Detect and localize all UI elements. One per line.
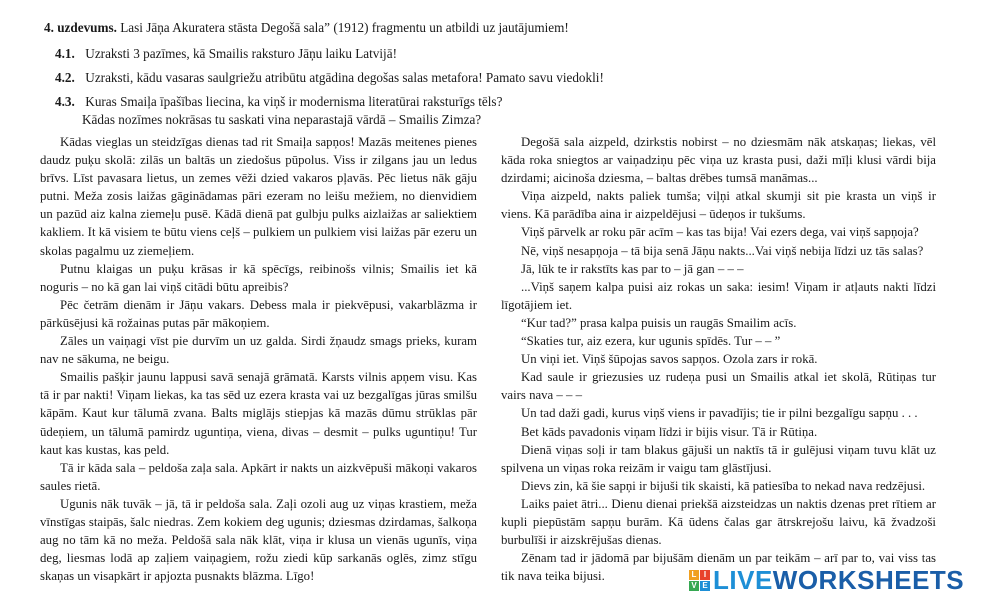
paragraph: Viņš pārvelk ar roku pār acīm – kas tas bija! Vai ezers dega, vai viņš sapņoja?: [521, 225, 919, 240]
question-text: Uzraksti, kādu vasaras saulgriežu atribūtu atgādina degošas salas metafora! Pamato savu viedokli!: [85, 70, 604, 85]
logo-icon-cell: E: [700, 581, 710, 591]
paragraph: Zēnam tad ir jādomā par bijušām dienām un par teikām – arī par to, vai viss tas tik nava teika bijusi.: [501, 551, 936, 584]
paragraph: “Kur tad?” prasa kalpa puisis un raugās Smailim acīs.: [521, 315, 797, 330]
question-text-cont: Kādas nozīmes nokrāsas tu saskati vina neparastajā vārdā – Smailis Zimza?: [82, 112, 482, 127]
paragraph: Un viņi iet. Viņš šūpojas savos sapņos. Ozola zars ir rokā.: [521, 352, 818, 367]
paragraph: Kad saule ir griezusies uz rudeņa pusi un Smailis atkal iet skolā, Rūtiņas tur vairs nava – – –: [501, 370, 936, 403]
paragraph: Zāles un vaiņagi vīst pie durvīm un uz galda. Sirdi žņaudz smags prieks, kuram nav ne sākuma, ne beigu.: [40, 334, 477, 367]
logo-icon-cell: I: [700, 570, 710, 580]
question-number: 4.3.: [55, 94, 75, 109]
paragraph: “Skaties tur, aiz ezera, kur ugunis spīdēs. Tur – – ”: [521, 334, 781, 349]
paragraph: Bet kāds pavadonis viņam līdzi ir bijis visur. Tā ir Rūtiņa.: [521, 424, 818, 439]
question-text: Kuras Smaiļa īpašības liecina, ka viņš ir modernisma literatūrai raksturīgs tēls?: [85, 94, 503, 109]
task-heading: [44, 18, 964, 37]
logo-text-worksheets: WORKSHEETS: [772, 564, 965, 595]
liveworksheets-icon: [689, 570, 710, 591]
paragraph: Dienā viņas soļi ir tam blakus gājuši un naktīs tā ir gulējusi viņam tuvu klāt uz spilvena un viņas roka reizām ir vaigu tam glāstījusi.: [501, 442, 936, 475]
paragraph: Dievs zin, kā šie sapņi ir bijuši tik skaisti, kā patiesība to nekad nava redzējusi.: [521, 478, 926, 493]
logo-text: [713, 565, 964, 596]
question-text: Uzraksti 3 pazīmes, kā Smailis raksturo Jāņu laiku Latvijā!: [85, 46, 397, 61]
story-left-column: [40, 133, 477, 585]
paragraph: Putnu klaigas un puķu krāsas ir kā spēcīgs, reibinošs vilnis; Smailis iet kā noguris – no kā gan lai viņš citādi būtu apreibis?: [40, 261, 477, 294]
paragraph: Degošā sala aizpeld, dzirkstis nobirst – no dziesmām nāk atskaņas; liekas, vēl kāda roka sniegtos ar vaiņadziņu pēc viņa uz krasta pusi, daži mīļi klusi vārdi bija dzirdami; aicinoša dziesma, – baltas drēbes tumsā manāmas...: [501, 135, 936, 186]
paragraph: Nē, viņš nesapņoja – tā bija senā Jāņu nakts...Vai viņš nebija līdzi uz tās salas?: [521, 243, 924, 258]
paragraph: Un tad daži gadi, kurus viņš viens ir pavadījis; tie ir pilni bezgalīgu sapņu . . .: [521, 406, 918, 421]
story-right-column: [501, 133, 936, 585]
paragraph: Tā ir kāda sala – peldoša zaļa sala. Apkārt ir nakts un aizkvēpuši mākoņi vakaros saules rietā.: [40, 460, 477, 493]
question-4-1: [55, 45, 955, 63]
question-number: 4.2.: [55, 70, 75, 85]
paragraph: ...Viņš saņem kalpa puisi aiz rokas un saka: iesim! Viņam ir atļauts nakti līdzi līgotājiem iet.: [501, 279, 936, 312]
question-4-2: [55, 69, 955, 87]
logo-text-live: LIVE: [713, 564, 773, 595]
task-intro: Lasi Jāņa Akuratera stāsta Degošā sala” (1912) fragmentu un atbildi uz jautājumiem!: [120, 20, 569, 35]
paragraph: Jā, lūk te ir rakstīts kas par to – jā gan – – –: [521, 261, 744, 276]
logo-icon-cell: V: [689, 581, 699, 591]
paragraph: Viņa aizpeld, nakts paliek tumša; viļņi atkal skumji sit pie krasta un viņš ir viens. Kā parādība aina ir aizpeldējusi – ūdeņos ir tukšums.: [501, 189, 936, 222]
paragraph: Smailis pašķir jaunu lappusi savā senajā grāmatā. Karsts vilnis apņem visu. Kas tā ir par nakti! Viņam liekas, ka tas sēd uz ezera krasta vai uz bezgalīgas jūras smilšu kāpām. Kaut kur tālumā zvana. Balts miglājs stiepjas kā mazās dūmu strūklas pār ūdeņiem, un tālumā pamirdz uguntiņa, viena, divas – desmit – pulks uguntiņu! Tur kaut kas kustas, kas peld.: [40, 370, 477, 457]
question-4-3: [55, 93, 955, 129]
task-number: 4. uzdevums.: [44, 20, 117, 35]
liveworksheets-logo[interactable]: [689, 565, 964, 595]
paragraph: Pēc četrām dienām ir Jāņu vakars. Debess mala ir piekvēpusi, vakarblāzma ir pārkūsējusi kā rožainas putas pār mākoņiem.: [40, 297, 477, 330]
paragraph: Kādas vieglas un steidzīgas dienas tad rit Smaiļa sapņos! Mazās meitenes pienes daudz puķu skolā: zilās un baltās un ziedošus pūpolus. Viss ir zilgans jau un ledus brīvs. Līst pavasara lietus, un zemes vēži dzied vakaros pļavās. Pēc lietus nāk gāju putni. Meža zosis laižas gāginādamas pāri ezeram no leišu mežiem, no dienvidiem un pazūd aiz kalna ziemeļu pusē. Kādā dienā pat gulbju pulks aizlaižas ar saliektiem kakliem. It kā visiem te būtu viens ceļš – pulkiem un pulkiem visi laižas pār ezeru un skolas pagalmu uz ziemeļiem.: [40, 135, 477, 258]
paragraph: Ugunis nāk tuvāk – jā, tā ir peldoša sala. Zaļi ozoli aug uz viņas krastiem, meža vīnstīgas staipās, šalc niedras. Zem kokiem deg ugunis; dziesmas dzirdamas, šalkoņa aug no tām kā no meža. Peldošā sala nāk klāt, viņa ir klusa un vienās ugunīs, viņa deg, liesmas lodā ap zaļiem vaiņagiem, rožu ziedi kūp sarkanās oglēs, zimz stīgu skaņas un visapkārt ir apjozta pusnakts blāzma. Līgo!: [40, 496, 477, 584]
logo-icon-cell: L: [689, 570, 699, 580]
paragraph: Laiks paiet ātri... Dienu dienai priekšā aizsteidzas un naktis dzenas pret rītiem ar kupli piepūstām sapņu burām. Kā ūdens čalas gar ātrskrejošu laivu, kā žvadzoši burbulīši ir aizskrējušas dienas.: [501, 496, 936, 548]
question-number: 4.1.: [55, 46, 75, 61]
